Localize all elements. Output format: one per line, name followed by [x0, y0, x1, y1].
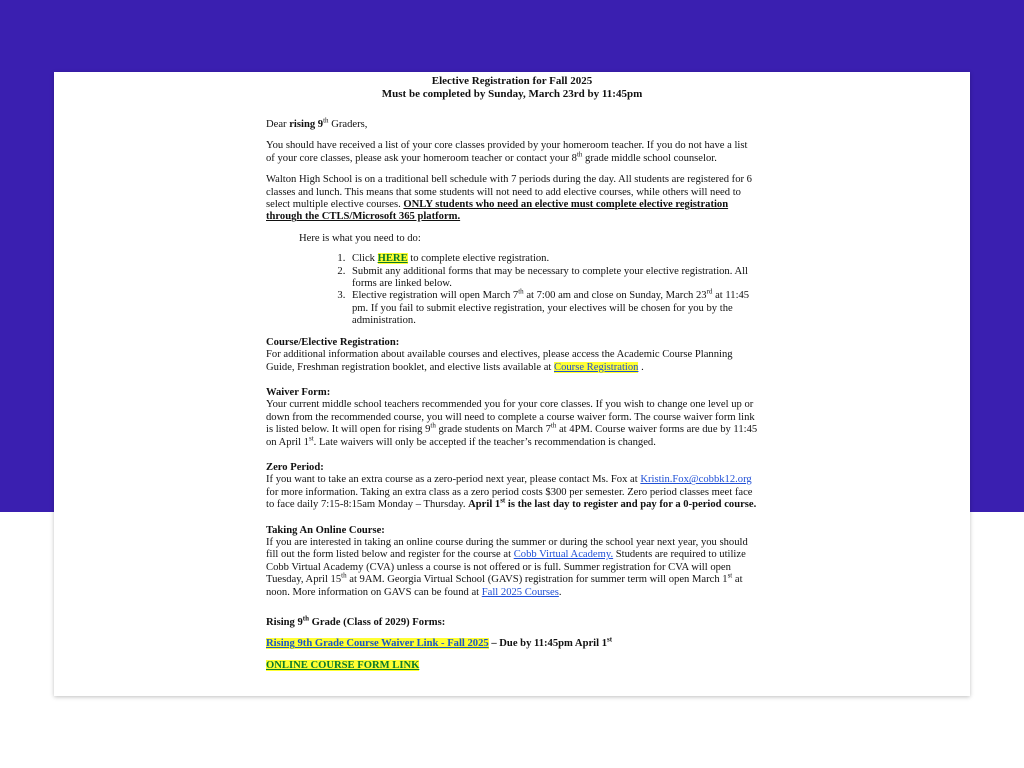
- course-heading: Course/Elective Registration:: [266, 336, 400, 348]
- course-paragraph: [266, 349, 758, 374]
- forms-heading-sup: th: [302, 614, 310, 623]
- waiver-due-text: – Due by 11:45pm April 1: [488, 638, 607, 650]
- step-3-c: at 11:45 pm. If you fail to submit elective registration, your electives will be chosen for you by the administration.: [352, 290, 750, 327]
- zero-period-paragraph: [266, 474, 758, 511]
- document-body: [266, 75, 758, 672]
- para1-a: You should have received a list of your core classes provided by your homeroom teacher. If you do not have a list of your core classes, please ask your homeroom teacher or contact your 8: [266, 140, 748, 164]
- steps-intro: Here is what you need to do:: [299, 232, 421, 244]
- forms-heading-a: Rising 9: [266, 617, 303, 628]
- para2-emphasis: ONLY students who need an elective must complete elective registration through the CTLS/Microsoft 365 platform.: [266, 199, 729, 223]
- forms-heading: [266, 614, 758, 629]
- steps-list: [266, 253, 758, 327]
- step-2: 2. Submit any additional forms that may be necessary to complete your elective registration. All forms are linked below.: [348, 266, 758, 291]
- step-1-pre: Click: [352, 253, 378, 265]
- waiver-link-line: [266, 635, 758, 650]
- step-3-b: at 7:00 am and close on Sunday, March 23: [523, 290, 707, 302]
- para2-a: Walton High School is on a traditional bell schedule with 7 periods during the day. All students are registered for 6 classes and lunch. This means that some students will not need to add elective courses, while others will need to select multiple elective courses.: [266, 174, 752, 211]
- waiver-b: grade students on March 7: [435, 424, 551, 436]
- zero-bold1: April 1: [468, 499, 501, 511]
- waiver-paragraph: [266, 399, 758, 449]
- step-3-a: Elective registration will open March 7: [352, 290, 519, 302]
- document-page: [54, 72, 970, 696]
- course-end: .: [638, 361, 644, 373]
- forms-heading-b: Grade (Class of 2029) Forms:: [309, 617, 446, 628]
- zero-a: If you want to take an extra course as a zero-period next year, please contact Ms. Fox at: [266, 474, 641, 486]
- fall-2025-courses-link[interactable]: Fall 2025 Courses: [481, 586, 559, 598]
- step-3-sup2: rd: [706, 287, 713, 296]
- greeting-sup: th: [323, 116, 329, 125]
- waiver-sup2: th: [550, 421, 557, 430]
- online-heading: Taking An Online Course:: [266, 524, 385, 536]
- waiver-a: Your current middle school teachers recommended you for your core classes. If you wish to change one level up or down from the recommended course, you will need to complete a course waiver form. The course waiver form link is listed below. It will open for rising 9: [266, 399, 755, 436]
- online-form-link-line: [266, 660, 758, 672]
- greeting-bold: rising 9: [289, 119, 324, 130]
- title-line-1: Elective Registration for Fall 2025: [431, 75, 593, 87]
- para1-b: grade middle school counselor.: [582, 152, 717, 164]
- greeting: [266, 116, 758, 131]
- online-d: at noon. More information on GAVS can be found at: [266, 574, 743, 598]
- waiver-d: . Late waivers will only be accepted if the teacher’s recommendation is changed.: [313, 436, 656, 448]
- step-1: [348, 253, 758, 265]
- waiver-form-link[interactable]: Rising 9th Grade Course Waiver Link - Fall 2025: [266, 638, 489, 650]
- waiver-c: at 4PM. Course waiver forms are due by 11:45 on April 1: [266, 424, 758, 448]
- para1-sup: th: [576, 150, 583, 159]
- online-e: .: [558, 586, 562, 598]
- course-text: For additional information about available courses and electives, please access the Academic Course Planning Guide, Freshman registration booklet, and elective lists available at: [266, 349, 733, 373]
- step-1-post: to complete elective registration.: [407, 253, 550, 265]
- zero-period-heading: Zero Period:: [266, 461, 324, 473]
- waiver-heading: Waiver Form:: [266, 386, 331, 398]
- greeting-pre: Dear: [266, 119, 290, 130]
- online-b: Students are required to utilize Cobb Virtual Academy (CVA) unless a course is not offered or is full. Summer registration for CVA will open Tuesday, April 15: [266, 549, 746, 586]
- title-line-2: Must be completed by Sunday, March 23rd by 11:45pm: [381, 88, 643, 100]
- online-sup1: th: [341, 571, 347, 580]
- paragraph-core-classes: [266, 140, 758, 165]
- step-3: [348, 287, 758, 327]
- online-course-form-link[interactable]: ONLINE COURSE FORM LINK: [266, 659, 420, 671]
- waiver-sup1: th: [430, 421, 436, 430]
- paragraph-bell-schedule: [266, 174, 758, 224]
- zero-sup: st: [500, 496, 506, 505]
- zero-b: for more information. Taking an extra class as a zero period costs $300 per semester. Zero period classes meet face to face daily 7:15-8:15am Monday – Thursday.: [266, 486, 753, 511]
- here-link[interactable]: HERE: [377, 253, 408, 265]
- zero-bold2: is the last day to register and pay for a 0-period course.: [505, 499, 757, 511]
- online-c: at 9AM. Georgia Virtual School (GAVS) registration for summer term will open March 1: [346, 574, 728, 586]
- online-paragraph: [266, 537, 758, 599]
- greeting-post: Graders,: [328, 119, 368, 130]
- cobb-virtual-academy-link[interactable]: Cobb Virtual Academy.: [513, 549, 614, 561]
- waiver-due-sup: st: [607, 635, 613, 644]
- course-registration-link[interactable]: Course Registration: [554, 361, 639, 373]
- waiver-sup3: st: [308, 434, 314, 442]
- online-sup2: st: [727, 571, 733, 580]
- step-3-sup1: th: [518, 287, 524, 296]
- email-link[interactable]: Kristin.Fox@cobbk12.org: [640, 474, 752, 486]
- online-a: If you are interested in taking an online course during the summer or during the school year next year, you should fill out the form listed below and register for the course at: [266, 536, 748, 561]
